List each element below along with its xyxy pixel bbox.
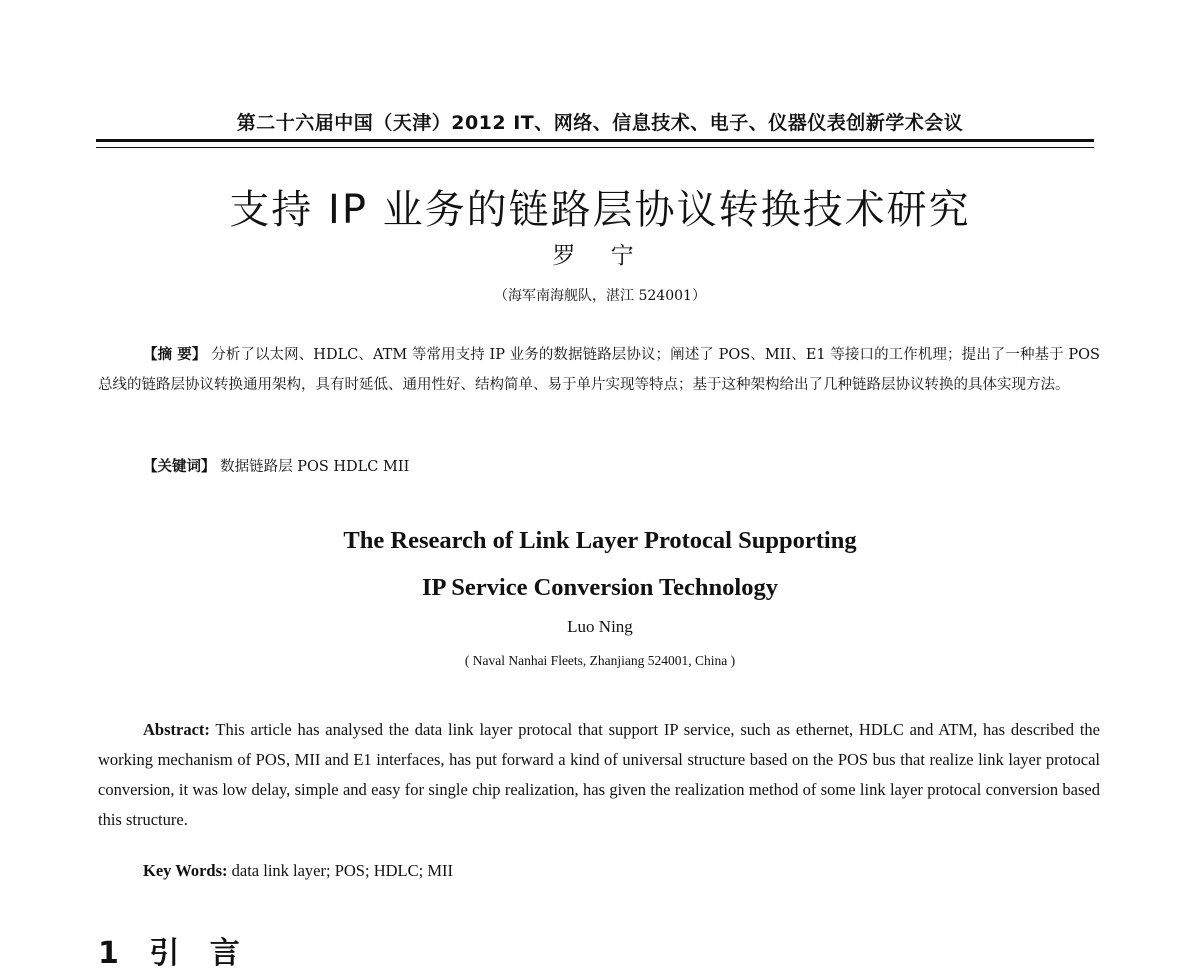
chinese-keywords-text: 数据链路层 POS HDLC MII	[220, 459, 410, 475]
header-rule-thin	[96, 147, 1094, 148]
chinese-abstract	[98, 340, 1100, 400]
chinese-keywords	[98, 452, 1100, 482]
english-abstract-label: Abstract:	[143, 720, 210, 739]
english-affiliation: ( Naval Nanhai Fleets, Zhanjiang 524001, China )	[464, 653, 736, 668]
english-keywords-text: data link layer; POS; HDLC; MII	[231, 861, 453, 880]
section-heading: 1 引 言	[98, 936, 250, 971]
chinese-affiliation: （海军南海舰队，湛江 524001）	[494, 288, 706, 304]
chinese-title: 支持 IP 业务的链路层协议转换技术研究	[229, 187, 971, 233]
header-rule-thick	[96, 139, 1094, 142]
english-author: Luo Ning	[567, 617, 633, 636]
english-title-line1: The Research of Link Layer Protocal Supporting	[343, 527, 857, 554]
chinese-keywords-label: 【关键词】	[143, 458, 216, 475]
chinese-author: 罗 宁	[552, 243, 648, 269]
english-title-line2: IP Service Conversion Technology	[422, 574, 778, 601]
english-keywords-label: Key Words:	[143, 861, 228, 880]
chinese-abstract-text: 分析了以太网、HDLC、ATM 等常用支持 IP 业务的数据链路层协议；阐述了 POS、MII、E1 等接口的工作机理；提出了一种基于 POS 总线的链路层协议转换通用架构，具有时延低、通用性好、结构简单、易于单片实现等特点；基于这种架构给出了几种链路层协议转换的具体实现方法。	[98, 347, 1100, 393]
english-abstract	[98, 715, 1100, 835]
conference-header: 第二十六届中国（天津）2012 IT、网络、信息技术、电子、仪器仪表创新学术会议	[236, 112, 964, 134]
chinese-abstract-label: 【摘 要】	[143, 346, 207, 363]
english-abstract-text: This article has analysed the data link layer protocal that support IP service, such as ethernet, HDLC and ATM, has described the working mechanism of POS, MII and E1 interfaces, has put forward a kind of universal structure based on the POS bus that realize link layer protocal conversion, it was low delay, simple and easy for single chip realization, has given the realization method of some link layer protocal conversion based this structure.	[98, 720, 1100, 829]
english-keywords	[98, 856, 1100, 886]
